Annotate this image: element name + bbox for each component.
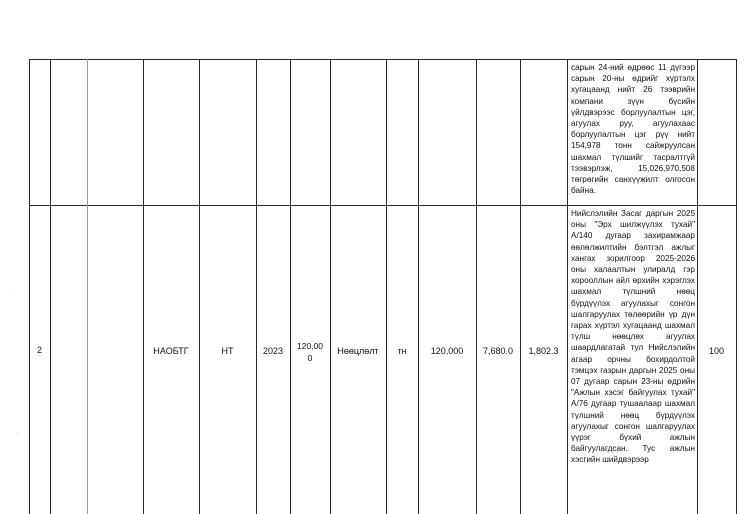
table-top-border: [29, 59, 736, 60]
description-text: сарын 24-ний өдрөөс 11 дүгээр сарын 20-ны өдрийг хүртэлх хугацаанд нийт 26 тээврийн компани зүүн бүсийн үйлдвэрээс борлуулалтын цэг, агуулах руу, агуулахаас борлуулалтын цэг рүү нийт 154,978 тонн сайжруулсан шахмал түлшийг тасралтгүй тээвэрлэж, 15,026,970,508 төгрөгийн санхүүжилт олгосон байна.: [571, 63, 695, 196]
column-divider: [476, 59, 477, 514]
column-divider: [520, 59, 521, 514]
column-divider: [87, 59, 88, 514]
scan-mark: ·: [16, 430, 19, 437]
table-right-border: [736, 59, 737, 514]
percent-cell: 100: [708, 346, 725, 356]
description-text: Нийслэлийн Засаг даргын 2025 оны "Эрх шилжүүлэх тухай" А/140 дугаар захирамжаар өөлөлжилтийн бэлтгэл ажлыг хангах зорилгоор 2025-2026 оны халаалтын улиралд гэр хорооллын айл өрхийн хэрэглэх шахмал түлшний нөөц бүрдүүлэх агуулахыг сонгон шалгаруулах төлөөрийн үр дүн гарах хүртэл хугацаанд шахмал түлш нөөцлөх агуулах шаардлагатай тул Нийслэлийн агаар орчны бохирдолтой тэмцэх газрын даргын 2025 оны 07 дугаар сарын 23-ны өдрийн "Ажлын хэсэг байгуулах тухай" А/76 дугаар тушаалаар шахмал түлшний нөөц бүрдүүлэх агуулахыг сонгон шалгаруулах үүрэг бүхий ажлын байгуулагдсан. Тус ажлын хэсгийн шийдвэрээр: [571, 209, 695, 465]
column-divider: [697, 59, 698, 514]
row-number: 2: [36, 345, 42, 355]
source-cell: НТ: [221, 346, 234, 356]
year-cell: 2023: [262, 346, 284, 356]
row-divider: [29, 205, 736, 206]
column-divider: [567, 59, 568, 514]
type-cell: Нөөцлөлт: [337, 346, 379, 356]
amount-cell: 120,000: [430, 346, 464, 356]
description-cell-top: [571, 62, 695, 196]
column-divider: [50, 59, 51, 514]
description-cell-main: [571, 208, 695, 466]
column-divider: [330, 59, 331, 514]
scan-mark: ·: [739, 117, 742, 124]
column-divider: [290, 59, 291, 514]
scan-mark: ·: [12, 287, 15, 294]
column-divider: [199, 59, 200, 514]
column-divider: [256, 59, 257, 514]
column-divider: [418, 59, 419, 514]
column-divider: [143, 59, 144, 514]
value2-cell: 1,802.3: [528, 346, 559, 356]
value1-cell: 7,680.0: [482, 346, 514, 356]
unit-cell: тн: [397, 346, 407, 356]
column-divider: [386, 59, 387, 514]
organization-cell: НАОБТГ: [153, 346, 189, 356]
table-left-border: [29, 59, 30, 514]
planned-cell: 120,00 0: [297, 341, 323, 363]
